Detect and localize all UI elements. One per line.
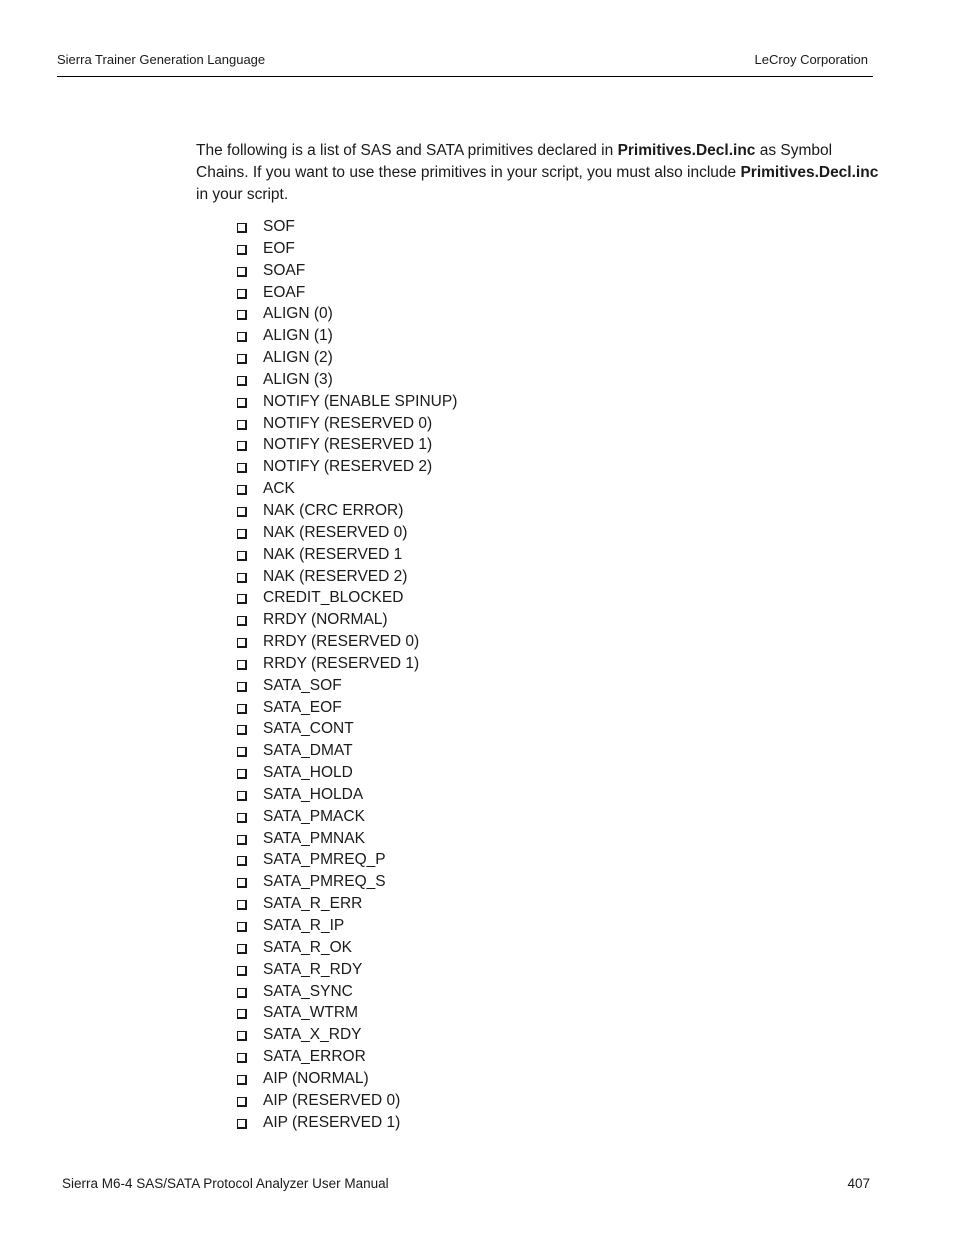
checkbox-bullet-icon	[237, 944, 247, 954]
list-item	[236, 981, 457, 1003]
primitive-label: ACK	[263, 480, 295, 498]
primitive-label: SATA_WTRM	[263, 1004, 359, 1022]
checkbox-bullet-icon	[237, 310, 247, 320]
checkbox-bullet-icon	[237, 354, 247, 364]
list-item	[236, 784, 457, 806]
checkbox-bullet-icon	[237, 573, 247, 583]
checkbox-bullet-icon	[237, 922, 247, 932]
list-item	[236, 566, 457, 588]
list-item	[236, 653, 457, 675]
primitive-label: AIP (RESERVED 1)	[263, 1113, 401, 1131]
checkbox-bullet-icon	[237, 267, 247, 277]
primitives-list	[236, 216, 457, 1133]
list-item	[236, 1090, 457, 1112]
checkbox-bullet-icon	[237, 1031, 247, 1041]
list-item	[236, 806, 457, 828]
intro-text-3: in your script.	[196, 186, 289, 203]
list-item	[236, 303, 457, 325]
primitive-label: NOTIFY (ENABLE SPINUP)	[263, 392, 458, 410]
list-item	[236, 456, 457, 478]
primitive-label: SATA_R_IP	[263, 917, 345, 934]
list-item	[236, 413, 457, 435]
list-item	[236, 871, 457, 893]
primitive-label: SATA_PMREQ_S	[263, 873, 386, 891]
checkbox-bullet-icon	[237, 747, 247, 757]
checkbox-bullet-icon	[237, 1097, 247, 1107]
primitive-label: SATA_X_RDY	[263, 1026, 362, 1044]
page-number: 407	[847, 1176, 870, 1191]
list-item	[236, 434, 457, 456]
primitive-label: SATA_HOLDA	[263, 785, 364, 803]
checkbox-bullet-icon	[237, 376, 247, 386]
checkbox-bullet-icon	[237, 1053, 247, 1063]
checkbox-bullet-icon	[237, 660, 247, 670]
checkbox-bullet-icon	[237, 1009, 247, 1019]
list-item	[236, 893, 457, 915]
primitive-label: RRDY (NORMAL)	[263, 611, 388, 629]
list-item	[236, 915, 457, 937]
checkbox-bullet-icon	[237, 966, 247, 976]
checkbox-bullet-icon	[237, 289, 247, 299]
list-item	[236, 828, 457, 850]
primitive-label: SATA_PMACK	[263, 807, 365, 825]
list-item	[236, 762, 457, 784]
list-item	[236, 522, 457, 544]
checkbox-bullet-icon	[237, 682, 247, 692]
intro-paragraph	[196, 140, 886, 206]
checkbox-bullet-icon	[237, 398, 247, 408]
checkbox-bullet-icon	[237, 616, 247, 626]
checkbox-bullet-icon	[237, 485, 247, 495]
primitive-label: AIP (NORMAL)	[263, 1069, 369, 1087]
list-item	[236, 216, 457, 238]
primitive-label: SATA_DMAT	[263, 742, 353, 760]
checkbox-bullet-icon	[237, 223, 247, 233]
primitive-label: ALIGN (1)	[263, 327, 333, 345]
primitive-label: SATA_EOF	[263, 698, 342, 716]
checkbox-bullet-icon	[237, 791, 247, 801]
list-item	[236, 849, 457, 871]
primitive-label: SATA_ERROR	[263, 1048, 366, 1066]
primitive-label: NAK (RESERVED 1	[263, 545, 403, 563]
primitive-label: SOAF	[263, 261, 306, 279]
list-item	[236, 937, 457, 959]
primitive-label: RRDY (RESERVED 0)	[263, 633, 420, 651]
list-item	[236, 587, 457, 609]
primitive-label: SATA_R_OK	[263, 938, 353, 956]
primitive-label: EOAF	[263, 283, 306, 301]
header-company-name: LeCroy Corporation	[754, 52, 868, 67]
list-item	[236, 1002, 457, 1024]
list-item	[236, 1024, 457, 1046]
intro-filename-1: Primitives.Decl.inc	[617, 142, 756, 159]
checkbox-bullet-icon	[237, 988, 247, 998]
list-item	[236, 697, 457, 719]
primitive-label: RRDY (RESERVED 1)	[263, 654, 420, 672]
checkbox-bullet-icon	[237, 1075, 247, 1085]
primitive-label: SATA_SOF	[263, 676, 342, 694]
list-item	[236, 740, 457, 762]
primitive-label: ALIGN (0)	[263, 305, 333, 323]
checkbox-bullet-icon	[237, 638, 247, 648]
primitive-label: SATA_CONT	[263, 720, 354, 738]
list-item	[236, 718, 457, 740]
checkbox-bullet-icon	[237, 813, 247, 823]
primitive-label: SOF	[263, 218, 295, 235]
checkbox-bullet-icon	[237, 463, 247, 473]
primitive-label: ALIGN (3)	[263, 370, 333, 388]
list-item	[236, 675, 457, 697]
primitive-label: AIP (RESERVED 0)	[263, 1091, 401, 1109]
list-item	[236, 282, 457, 304]
list-item	[236, 238, 457, 260]
list-item	[236, 1046, 457, 1068]
primitive-label: SATA_R_ERR	[263, 895, 363, 913]
list-item	[236, 260, 457, 282]
list-item	[236, 500, 457, 522]
primitive-label: SATA_HOLD	[263, 764, 353, 782]
checkbox-bullet-icon	[237, 769, 247, 779]
intro-filename-2: Primitives.Decl.inc	[740, 164, 879, 181]
list-item	[236, 325, 457, 347]
list-item	[236, 369, 457, 391]
page-header	[57, 52, 873, 77]
list-item	[236, 1068, 457, 1090]
checkbox-bullet-icon	[237, 1119, 247, 1129]
checkbox-bullet-icon	[237, 856, 247, 866]
intro-text-2: as Symbol Chains. If you want to use these primitives in your script, you must also include	[196, 142, 833, 181]
primitive-label: CREDIT_BLOCKED	[263, 589, 404, 607]
primitive-label: EOF	[263, 239, 295, 257]
primitive-label: SATA_SYNC	[263, 982, 353, 1000]
list-item	[236, 544, 457, 566]
primitive-label: SATA_R_RDY	[263, 960, 363, 978]
checkbox-bullet-icon	[237, 725, 247, 735]
checkbox-bullet-icon	[237, 900, 247, 910]
list-item	[236, 391, 457, 413]
checkbox-bullet-icon	[237, 420, 247, 430]
checkbox-bullet-icon	[237, 529, 247, 539]
checkbox-bullet-icon	[237, 704, 247, 714]
checkbox-bullet-icon	[237, 878, 247, 888]
primitive-label: SATA_PMREQ_P	[263, 851, 386, 869]
checkbox-bullet-icon	[237, 835, 247, 845]
header-document-title: Sierra Trainer Generation Language	[57, 52, 266, 67]
list-item	[236, 609, 457, 631]
primitive-label: NAK (RESERVED 2)	[263, 567, 408, 585]
checkbox-bullet-icon	[237, 594, 247, 604]
primitive-label: SATA_PMNAK	[263, 829, 365, 847]
primitive-label: NOTIFY (RESERVED 1)	[263, 436, 433, 454]
primitive-label: NOTIFY (RESERVED 0)	[263, 414, 433, 432]
primitive-label: NAK (CRC ERROR)	[263, 501, 404, 519]
primitive-label: NAK (RESERVED 0)	[263, 523, 408, 541]
list-item	[236, 631, 457, 653]
checkbox-bullet-icon	[237, 441, 247, 451]
intro-text-1: The following is a list of SAS and SATA primitives declared in	[196, 142, 618, 159]
primitive-label: ALIGN (2)	[263, 349, 333, 367]
checkbox-bullet-icon	[237, 245, 247, 255]
list-item	[236, 1112, 457, 1134]
list-item	[236, 959, 457, 981]
checkbox-bullet-icon	[237, 551, 247, 561]
checkbox-bullet-icon	[237, 332, 247, 342]
list-item	[236, 347, 457, 369]
footer-manual-title: Sierra M6-4 SAS/SATA Protocol Analyzer User Manual	[62, 1176, 389, 1191]
list-item	[236, 478, 457, 500]
primitive-label: NOTIFY (RESERVED 2)	[263, 458, 433, 476]
checkbox-bullet-icon	[237, 507, 247, 517]
